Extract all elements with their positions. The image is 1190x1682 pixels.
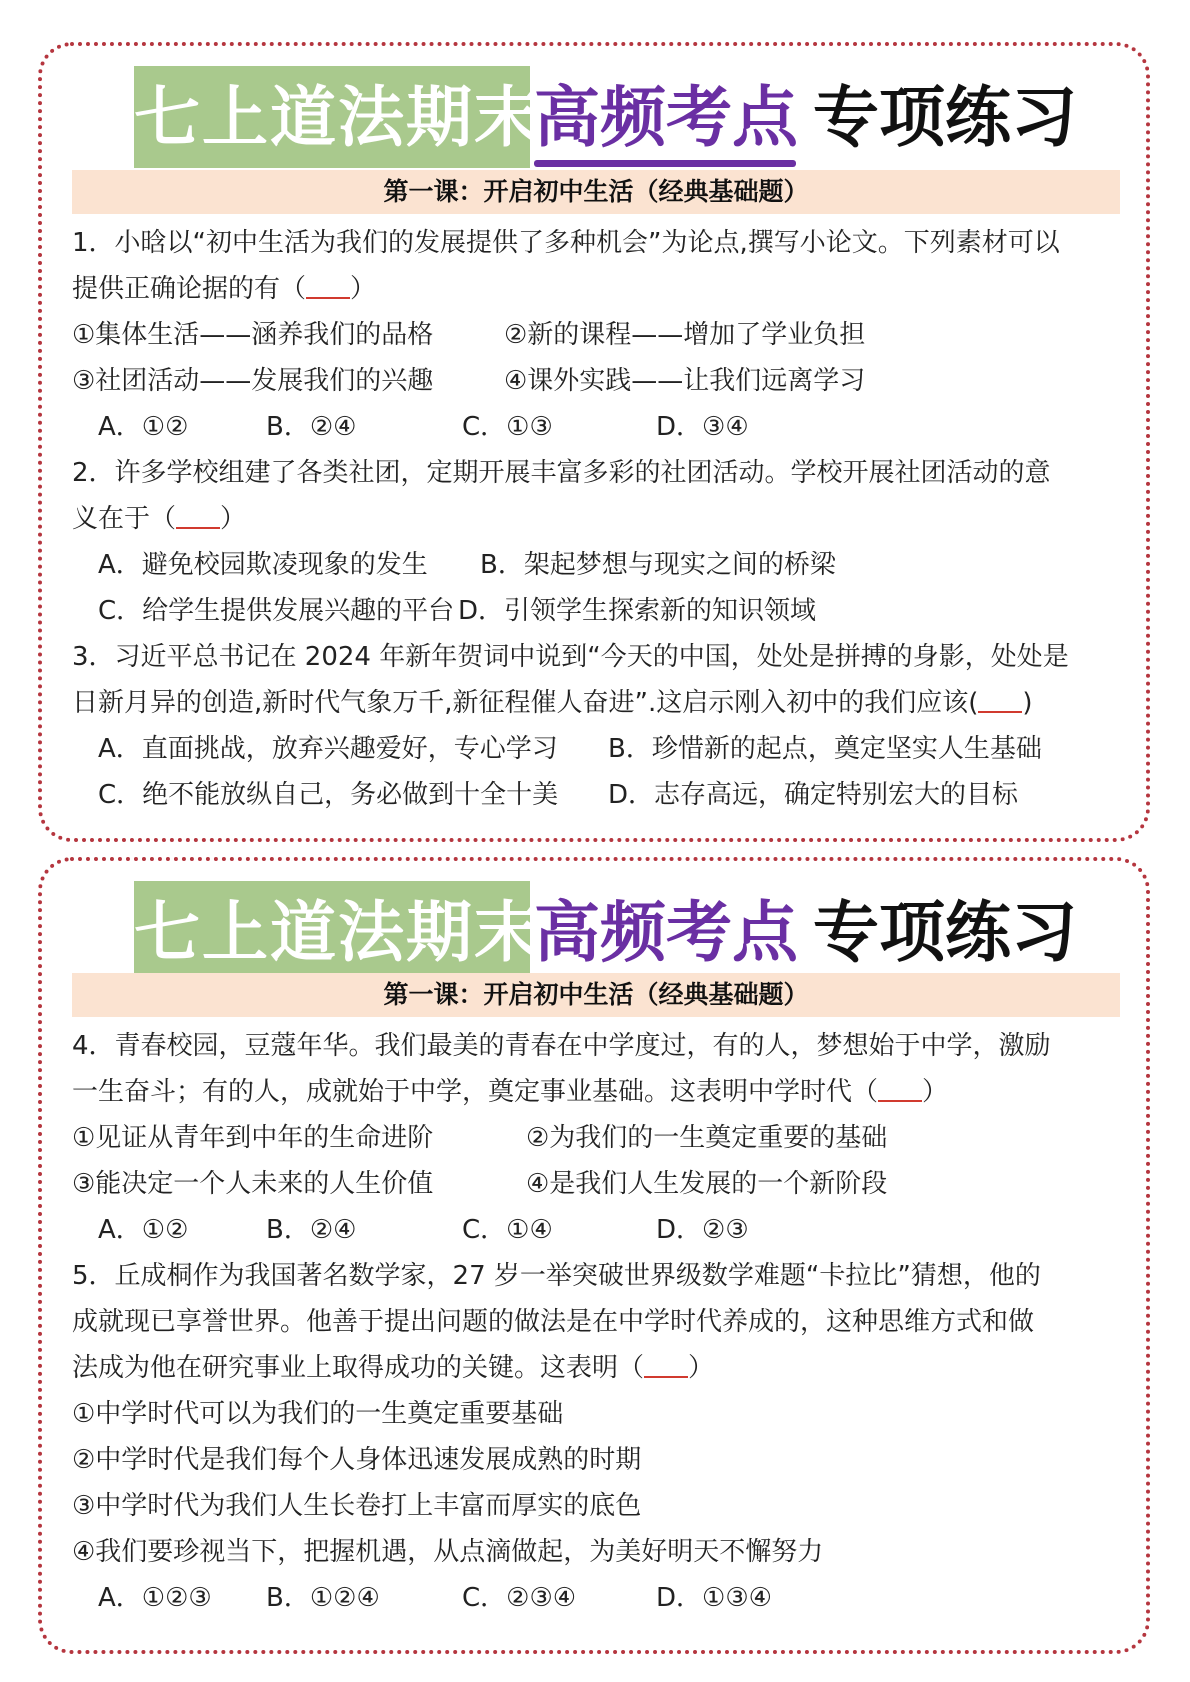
question-2-stem-cont: 义在于（ ） <box>72 496 1124 542</box>
options-row <box>72 404 1124 450</box>
option-d[interactable]: D．引领学生探索新的知识领域 <box>458 596 817 626</box>
option-c[interactable]: C．①④ <box>462 1215 553 1245</box>
option-b[interactable]: B．②④ <box>266 412 357 442</box>
option-d[interactable]: D．②③ <box>656 1215 749 1245</box>
statement-3: ③中学时代为我们人生长卷打上丰富而厚实的底色 <box>72 1491 642 1521</box>
answer-blank[interactable] <box>644 1348 688 1378</box>
worksheet-card-1 <box>38 42 1150 842</box>
statement-3: ③能决定一个人未来的人生价值 <box>72 1169 434 1199</box>
question-2-stem: 2．许多学校组建了各类社团，定期开展丰富多彩的社团活动。学校开展社团活动的意 <box>72 458 1051 488</box>
title-underline <box>534 160 796 167</box>
statement-4: ④课外实践——让我们远离学习 <box>504 366 866 396</box>
option-c[interactable]: C．①③ <box>462 412 553 442</box>
option-a[interactable]: A．直面挑战，放弃兴趣爱好，专心学习 <box>98 734 558 764</box>
statement-row <box>72 1161 1124 1207</box>
statement-2: ②为我们的一生奠定重要的基础 <box>526 1123 888 1153</box>
option-c[interactable]: C．②③④ <box>462 1583 577 1613</box>
option-c[interactable]: C．绝不能放纵自己，务必做到十全十美 <box>98 780 559 810</box>
option-b[interactable]: B．②④ <box>266 1215 357 1245</box>
question-3-stem-cont: 日新月异的创造,新时代气象万千,新征程催人奋进”.这启示刚入初中的我们应该( ) <box>72 680 1124 726</box>
option-a[interactable]: A．避免校园欺凌现象的发生 <box>98 550 428 580</box>
option-d[interactable]: D．①③④ <box>656 1583 772 1613</box>
statement-1: ①中学时代可以为我们的一生奠定重要基础 <box>72 1399 564 1429</box>
question-list <box>72 220 1124 818</box>
statement-2: ②新的课程——增加了学业负担 <box>504 320 866 350</box>
worksheet-card-2 <box>38 857 1150 1654</box>
statement-2: ②中学时代是我们每个人身体迅速发展成熟的时期 <box>72 1445 642 1475</box>
answer-blank[interactable] <box>176 499 220 529</box>
title-part-black: 专项练习 <box>813 893 1077 971</box>
options-row <box>72 772 1124 818</box>
banner-title <box>134 881 1114 983</box>
option-c[interactable]: C．给学生提供发展兴趣的平台 <box>98 596 455 626</box>
answer-blank[interactable] <box>978 683 1022 713</box>
question-4-stem: 4．青春校园，豆蔻年华。我们最美的青春在中学度过，有的人，梦想始于中学，激励 <box>72 1031 1051 1061</box>
statement-1: ①集体生活——涵养我们的品格 <box>72 320 434 350</box>
option-b[interactable]: B．珍惜新的起点，奠定坚实人生基础 <box>608 734 1042 764</box>
options-row <box>72 588 1124 634</box>
question-list <box>72 1023 1124 1621</box>
statement-row <box>72 1115 1124 1161</box>
option-b[interactable]: B．架起梦想与现实之间的桥梁 <box>480 550 836 580</box>
options-row <box>72 726 1124 772</box>
title-part-green: 七上道法期末 <box>134 66 530 168</box>
options-row <box>72 542 1124 588</box>
question-3-stem: 3．习近平总书记在 2024 年新年贺词中说到“今天的中国，处处是拼搏的身影，处处是 <box>72 642 1069 672</box>
option-a[interactable]: A．①②③ <box>98 1583 212 1613</box>
lesson-subtitle: 第一课：开启初中生活（经典基础题） <box>72 170 1120 214</box>
options-row <box>72 1207 1124 1253</box>
option-b[interactable]: B．①②④ <box>266 1583 380 1613</box>
answer-blank[interactable] <box>878 1072 922 1102</box>
statement-1: ①见证从青年到中年的生命进阶 <box>72 1123 434 1153</box>
statement-row <box>72 312 1124 358</box>
statement-3: ③社团活动——发展我们的兴趣 <box>72 366 434 396</box>
question-5-stem: 5．丘成桐作为我国著名数学家，27 岁一举突破世界级数学难题“卡拉比”猜想，他的 <box>72 1261 1041 1291</box>
option-a[interactable]: A．①② <box>98 412 189 442</box>
option-a[interactable]: A．①② <box>98 1215 189 1245</box>
lesson-subtitle: 第一课：开启初中生活（经典基础题） <box>72 973 1120 1017</box>
option-d[interactable]: D．③④ <box>656 412 749 442</box>
title-part-purple: 高频考点 <box>534 893 798 971</box>
title-part-purple: 高频考点 <box>534 78 798 156</box>
options-row <box>72 1575 1124 1621</box>
banner-title <box>134 66 1114 168</box>
option-d[interactable]: D．志存高远，确定特别宏大的目标 <box>608 780 1019 810</box>
statement-4: ④是我们人生发展的一个新阶段 <box>526 1169 888 1199</box>
title-part-black: 专项练习 <box>813 78 1077 156</box>
title-part-green: 七上道法期末 <box>134 881 530 983</box>
question-4-stem-cont: 一生奋斗；有的人，成就始于中学，奠定事业基础。这表明中学时代（ ） <box>72 1069 1124 1115</box>
question-1-stem-cont: 提供正确论据的有（ ） <box>72 266 1124 312</box>
question-5-stem-cont: 成就现已享誉世界。他善于提出问题的做法是在中学时代养成的，这种思维方式和做 <box>72 1307 1035 1337</box>
answer-blank[interactable] <box>306 269 350 299</box>
statement-row <box>72 358 1124 404</box>
question-5-stem-end: 法成为他在研究事业上取得成功的关键。这表明（ ） <box>72 1345 1124 1391</box>
question-1-stem: 1．小晗以“初中生活为我们的发展提供了多种机会”为论点,撰写小论文。下列素材可以 <box>72 228 1060 258</box>
statement-4: ④我们要珍视当下，把握机遇，从点滴做起，为美好明天不懈努力 <box>72 1537 824 1567</box>
